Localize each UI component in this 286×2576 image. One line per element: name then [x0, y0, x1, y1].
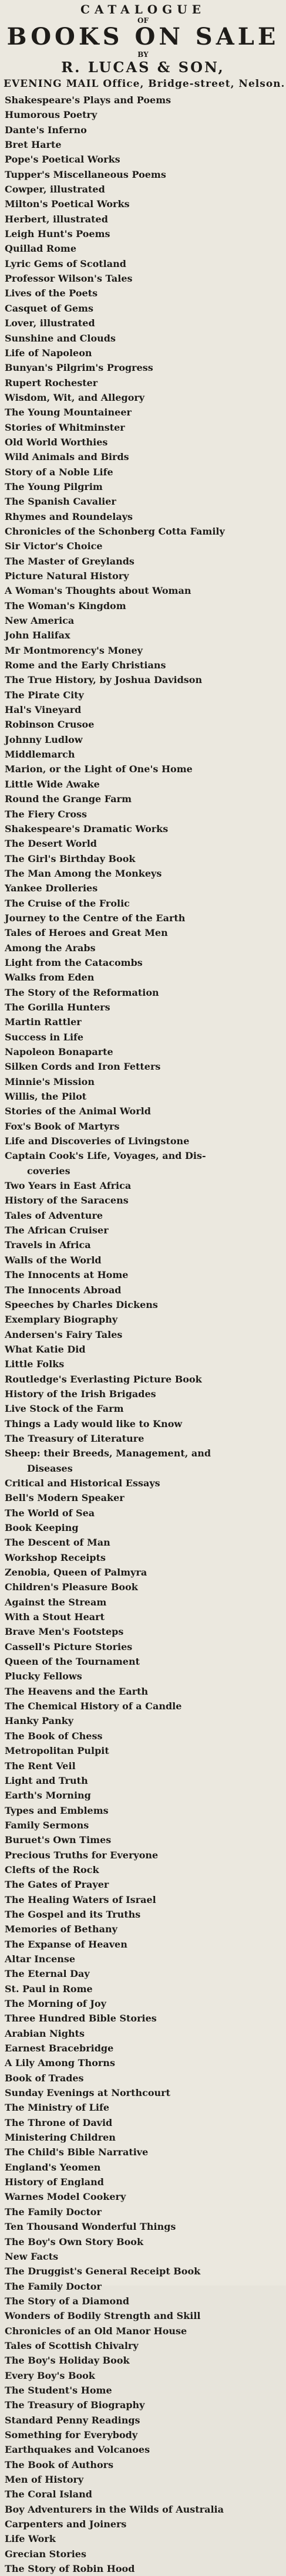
book-title: Milton's Poetical Works [5, 198, 130, 210]
book-title: Shakespeare's Plays and Poems [5, 94, 171, 106]
book-title: Little Folks [5, 1358, 65, 1370]
catalogue-header [0, 0, 286, 92]
book-title: Casquet of Gems [5, 302, 93, 314]
book-title: The Expanse of Heaven [5, 1938, 127, 1950]
book-title: A Lily Among Thorns [5, 2057, 115, 2069]
book-title: New America [5, 615, 75, 627]
book-title: Standard Penny Readings [5, 2414, 140, 2426]
book-title: St. Paul in Rome [5, 1983, 93, 1994]
book-title: The Boy's Own Story Book [5, 2236, 144, 2247]
book-title: Something for Everybody [5, 2429, 138, 2440]
book-title: Dante's Inferno [5, 124, 87, 136]
book-title: The Young Pilgrim [5, 481, 103, 492]
book-title: Herbert, illustrated [5, 213, 108, 225]
book-title: The Eternal Day [5, 1968, 90, 1980]
book-title: What Katie Did [5, 1343, 86, 1355]
book-title: The Cruise of the Frolic [5, 897, 130, 909]
book-title: Bunyan's Pilgrim's Progress [5, 362, 153, 374]
book-title: Rhymes and Roundelays [5, 511, 133, 522]
book-title: The Young Mountaineer [5, 407, 132, 418]
book-title: Lyric Gems of Scotland [5, 258, 126, 269]
book-title: Book Keeping [5, 1522, 79, 1533]
book-title: Willis, the Pilot [5, 1091, 87, 1103]
book-title: The Story of the Reformation [5, 986, 159, 998]
book-title: Grecian Stories [5, 2548, 86, 2560]
book-title: Andersen's Fairy Tales [5, 1328, 123, 1340]
book-title: The Child's Bible Narrative [5, 2146, 149, 2158]
book-title: The Boy's Holiday Book [5, 2355, 130, 2367]
book-title: Among the Arabs [5, 942, 96, 954]
book-title: Rome and the Early Christians [5, 660, 166, 671]
book-title: Tales of Scottish Chivalry [5, 2340, 139, 2351]
book-title: Things a Lady would like to Know [5, 1418, 183, 1429]
book-title: Ten Thousand Wonderful Things [5, 2221, 176, 2233]
book-title: The Family Doctor [5, 2280, 102, 2292]
book-title: Middlemarch [5, 749, 75, 760]
book-title: Tales of Adventure [5, 1209, 103, 1221]
book-title: Picture Natural History [5, 570, 129, 582]
book-title: Mr Montmorency's Money [5, 644, 143, 656]
book-title: Zenobia, Queen of Palmyra [5, 1567, 147, 1578]
book-title: History of the Irish Brigades [5, 1388, 156, 1399]
book-title: Success in Life [5, 1031, 84, 1043]
book-title: Earth's Morning [5, 1790, 91, 1801]
book-title: Carpenters and Joiners [5, 2518, 127, 2530]
book-title: The Gospel and its Truths [5, 1908, 141, 1920]
book-title: Sir Victor's Choice [5, 540, 103, 552]
book-title: Sheep: their Breeds, Management, and [5, 1448, 211, 1459]
book-title: Queen of the Tournament [5, 1656, 140, 1668]
book-title: Round the Grange Farm [5, 793, 132, 805]
book-title: Fox's Book of Martyrs [5, 1120, 120, 1132]
book-title: Humorous Poetry [5, 109, 97, 121]
book-title: Three Hundred Bible Stories [5, 2013, 157, 2024]
book-title: Life of Napoleon [5, 347, 92, 359]
book-title: Old World Worthies [5, 436, 108, 448]
book-title: The Pirate City [5, 689, 84, 701]
book-title: Story of a Noble Life [5, 466, 113, 478]
by-line: BY [137, 50, 149, 59]
book-title: Memories of Bethany [5, 1923, 117, 1935]
book-title: The Innocents at Home [5, 1269, 129, 1281]
book-title: Hanky Panky [5, 1715, 74, 1727]
book-title: Little Wide Awake [5, 778, 100, 790]
book-title: Metropolitan Pulpit [5, 1745, 109, 1757]
book-title: The Girl's Birthday Book [5, 853, 136, 864]
book-title: The Healing Waters of Israel [5, 1894, 156, 1905]
seller-name: R. LUCAS & SON, [61, 59, 225, 76]
book-title: Robinson Crusoe [5, 719, 95, 731]
book-title: Tales of Heroes and Great Men [5, 927, 168, 939]
book-title: Every Boy's Book [5, 2369, 95, 2381]
book-title: The Gorilla Hunters [5, 1001, 110, 1013]
seller-address: EVENING MAIL Office, Bridge-street, Nelson. [4, 78, 285, 90]
book-title: Cassell's Picture Stories [5, 1641, 133, 1652]
book-title: Chronicles of an Old Manor House [5, 2325, 187, 2337]
book-title: Stories of the Animal World [5, 1106, 151, 1117]
book-title: Brave Men's Footsteps [5, 1626, 124, 1638]
book-title: Buruet's Own Times [5, 1834, 112, 1846]
book-title: Clefts of the Rock [5, 1864, 99, 1875]
book-title: Earthquakes and Volcanoes [5, 2444, 150, 2456]
book-title: Lover, illustrated [5, 317, 95, 329]
book-title: Wonders of Bodily Strength and Skill [5, 2310, 201, 2322]
book-title: The Story of a Diamond [5, 2295, 130, 2307]
book-title: Warnes Model Cookery [5, 2191, 126, 2203]
book-title: A Woman's Thoughts about Woman [5, 585, 191, 597]
book-title: The Druggist's General Receipt Book [5, 2266, 201, 2277]
book-title: Live Stock of the Farm [5, 1403, 124, 1415]
book-title: Leigh Hunt's Poems [5, 228, 110, 240]
book-title: Men of History [5, 2474, 84, 2485]
book-title: The Descent of Man [5, 1537, 110, 1549]
book-title: Against the Stream [5, 1596, 107, 1608]
book-title: Light and Truth [5, 1774, 88, 1786]
book-title: Exemplary Biography [5, 1314, 118, 1326]
book-title: The Gates of Prayer [5, 1879, 109, 1891]
book-title: Lives of the Poets [5, 288, 98, 299]
book-title: With a Stout Heart [5, 1611, 105, 1623]
book-title-list [0, 93, 286, 2576]
book-title: Arabian Nights [5, 2027, 85, 2039]
book-title: History of England [5, 2176, 104, 2188]
book-title: The Treasury of Literature [5, 1432, 144, 1444]
book-title: John Halifax [5, 630, 70, 641]
book-title: The Story of Robin Hood [5, 2563, 135, 2575]
book-title: Critical and Historical Essays [5, 1477, 160, 1489]
book-title: Chronicles of the Schonberg Cotta Family [5, 525, 225, 537]
book-title: Travels in Africa [5, 1239, 91, 1251]
book-title: Book of Trades [5, 2072, 84, 2084]
book-title: Professor Wilson's Tales [5, 273, 133, 285]
book-title: The Family Doctor [5, 2206, 102, 2217]
book-title: Tupper's Miscellaneous Poems [5, 168, 166, 180]
book-title: Martin Rattler [5, 1016, 82, 1028]
book-title: The Heavens and the Earth [5, 1685, 149, 1697]
book-title: The Student's Home [5, 2384, 112, 2396]
book-title: New Facts [5, 2250, 59, 2262]
book-title: The Man Among the Monkeys [5, 867, 162, 879]
book-title: Wild Animals and Birds [5, 451, 129, 463]
book-title: Precious Truths for Everyone [5, 1849, 159, 1861]
book-title: The Book of Authors [5, 2459, 114, 2470]
book-title: The African Cruiser [5, 1225, 109, 1236]
book-title: Boy Adventurers in the Wilds of Australia [5, 2503, 224, 2515]
book-title: Stories of Whitminster [5, 421, 125, 433]
book-title: Bret Harte [5, 139, 62, 151]
book-title: Routledge's Everlasting Picture Book [5, 1373, 202, 1385]
book-title: Journey to the Centre of the Earth [5, 912, 186, 924]
book-title: Johnny Ludlow [5, 733, 83, 745]
book-title: The True History, by Joshua Davidson [5, 674, 203, 686]
book-title: The Spanish Cavalier [5, 496, 116, 508]
book-title: Wisdom, Wit, and Allegory [5, 391, 145, 403]
book-title: England's Yeomen [5, 2161, 101, 2173]
book-title: Hal's Vineyard [5, 704, 82, 716]
book-title: Altar Incense [5, 1953, 76, 1965]
book-title: Cowper, illustrated [5, 184, 105, 195]
book-title: Plucky Fellows [5, 1671, 82, 1682]
book-title: The Master of Greylands [5, 555, 134, 567]
book-title: Silken Cords and Iron Fetters [5, 1061, 161, 1073]
book-title: Life and Discoveries of Livingstone [5, 1135, 190, 1147]
book-title: Types and Emblems [5, 1804, 109, 1816]
book-title: The Innocents Abroad [5, 1284, 122, 1296]
book-title: Napoleon Bonaparte [5, 1046, 113, 1057]
book-title: Speeches by Charles Dickens [5, 1299, 158, 1310]
book-title: The Morning of Joy [5, 1998, 106, 2009]
book-title: Workshop Receipts [5, 1551, 106, 1563]
book-title: Earnest Bracebridge [5, 2043, 114, 2054]
book-title: coveries [27, 1165, 70, 1177]
book-title: Sunshine and Clouds [5, 332, 116, 344]
book-title: Walks from Eden [5, 972, 95, 983]
book-title: Quillad Rome [5, 243, 77, 255]
book-title: Sunday Evenings at Northcourt [5, 2087, 170, 2099]
book-title: The Chemical History of a Candle [5, 1701, 182, 1712]
book-title: Shakespeare's Dramatic Works [5, 823, 169, 834]
book-title: Pope's Poetical Works [5, 154, 120, 165]
catalogue-heading: CATALOGUE [80, 2, 206, 16]
book-title: Rupert Rochester [5, 377, 98, 388]
book-title: Family Sermons [5, 1819, 89, 1831]
book-title: The Throne of David [5, 2117, 113, 2128]
book-title: Walls of the World [5, 1254, 102, 1266]
book-title: Captain Cook's Life, Voyages, and Dis- [5, 1150, 206, 1162]
book-title: The Book of Chess [5, 1730, 103, 1742]
book-title: The Desert World [5, 838, 97, 850]
of-line: OF [137, 16, 149, 25]
book-title: The Woman's Kingdom [5, 600, 126, 611]
book-title: The Ministry of Life [5, 2102, 109, 2114]
book-title: Ministering Children [5, 2132, 116, 2144]
book-title: Minnie's Mission [5, 1076, 95, 1087]
books-on-sale-title: BOOKS ON SALE [6, 23, 280, 50]
book-title: The Treasury of Biography [5, 2399, 145, 2411]
book-title: Yankee Drolleries [5, 883, 98, 894]
book-title: Two Years in East Africa [5, 1180, 132, 1192]
book-title: The World of Sea [5, 1507, 95, 1519]
book-title: Bell's Modern Speaker [5, 1492, 125, 1504]
book-title: The Coral Island [5, 2489, 92, 2500]
book-title: The Rent Veil [5, 1760, 76, 1772]
book-title: Marion, or the Light of One's Home [5, 763, 193, 775]
book-title: Light from the Catacombs [5, 956, 143, 968]
book-title: Diseases [27, 1462, 73, 1474]
book-title: The Fiery Cross [5, 808, 88, 820]
book-title: Life Work [5, 2533, 56, 2545]
book-title: Children's Pleasure Book [5, 1581, 138, 1593]
book-title: History of the Saracens [5, 1195, 129, 1206]
